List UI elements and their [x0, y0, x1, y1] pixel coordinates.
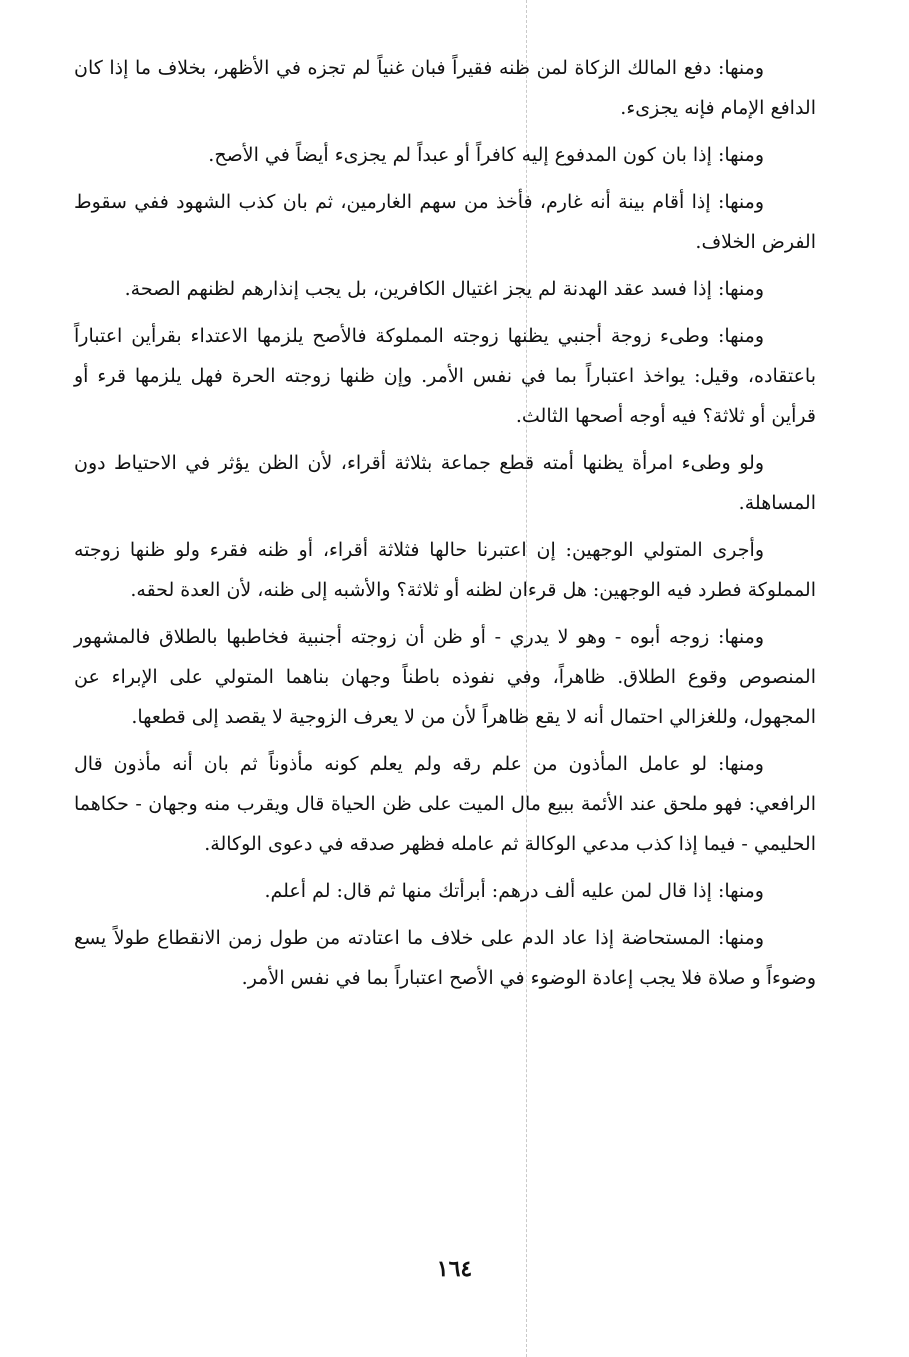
page-number: ١٦٤: [436, 1256, 473, 1282]
paragraph-7: وأجرى المتولي الوجهين: إن اعتبرنا حالها فثلاثة أقراء، أو ظنه فقرء ولو ظنها زوجته المملوكة فطرد فيه الوجهين: هل قرءان لظنه أو ثلاثة؟ والأشبه إلى ظنه، لأن العدة لحقه.: [74, 539, 816, 601]
paragraph-5: ومنها: وطىء زوجة أجنبي يظنها زوجته المملوكة فالأصح يلزمها الاعتداء بقرأين اعتباراً باعتقاده، وقيل: يواخذ اعتباراً بما في نفس الأمر. وإن ظنها زوجته الحرة فهل يلزمها قرء أو قرأين أو ثلاثة؟ فيه أوجه أصحها الثالث.: [74, 325, 816, 427]
paragraph-4: ومنها: إذا فسد عقد الهدنة لم يجز اغتيال الكافرين، بل يجب إنذارهم لظنهم الصحة.: [124, 278, 764, 300]
paragraph-9: ومنها: لو عامل المأذون من علم رقه ولم يعلم كونه مأذوناً ثم بان أنه مأذون قال الرافعي: فهو ملحق عند الأئمة ببيع مال الميت على ظن الحياة قال ويقرب منه وجهان - حكاهما الحليمي - فيما إذا كذب مدعي الوكالة ثم عامله فظهر صدقه في دعوى الوكالة.: [74, 753, 816, 855]
paragraph-8: ومنها: زوجه أبوه - وهو لا يدري - أو ظن أن زوجته أجنبية فخاطبها بالطلاق فالمشهور المنصوص وقوع الطلاق. ظاهراً، وفي نفوذه باطناً وجهان بناهما المتولي على الإبراء عن المجهول، وللغزالي احتمال أنه لا يقع ظاهراً لأن من لا يعرف الزوجية لا يقصد إلى قطعها.: [74, 626, 816, 728]
paragraph-6: ولو وطىء امرأة يظنها أمته قطع جماعة بثلاثة أقراء، لأن الظن يؤثر في الاحتياط دون المساهلة.: [74, 452, 816, 514]
body-text: [74, 48, 816, 1005]
paragraph-10: ومنها: إذا قال لمن عليه ألف درهم: أبرأتك منها ثم قال: لم أعلم.: [264, 880, 764, 902]
paragraph-11: ومنها: المستحاضة إذا عاد الدم على خلاف ما اعتادته من طول زمن الانقطاع طولاً يسع وضوءاً و صلاة فلا يجب إعادة الوضوء في الأصح اعتباراً بما في نفس الأمر.: [74, 927, 816, 989]
paragraph-2: ومنها: إذا بان كون المدفوع إليه كافراً أو عبداً لم يجزىء أيضاً في الأصح.: [208, 144, 764, 166]
paragraph-3: ومنها: إذا أقام بينة أنه غارم، فأخذ من سهم الغارمين، ثم بان كذب الشهود ففي سقوط الفرض الخلاف.: [74, 191, 816, 253]
paragraph-1: ومنها: دفع المالك الزكاة لمن ظنه فقيراً فبان غنياً لم تجزه في الأظهر، بخلاف ما إذا كان الدافع الإمام فإنه يجزىء.: [74, 57, 816, 119]
